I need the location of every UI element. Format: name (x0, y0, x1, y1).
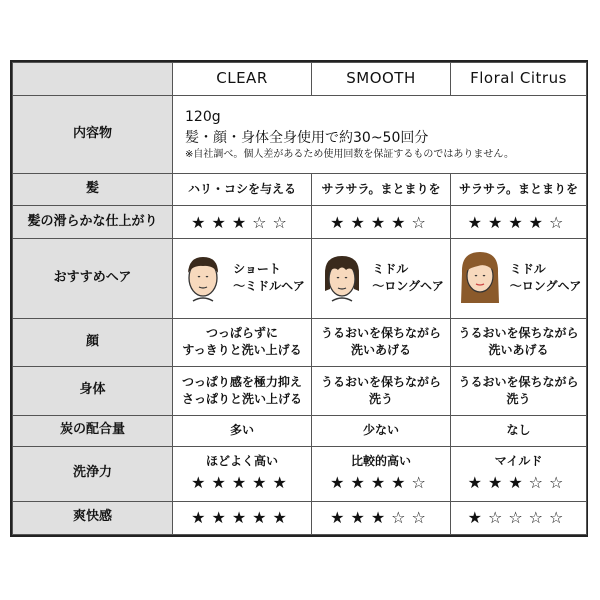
hair-clear: ハリ・コシを与える (173, 174, 312, 206)
content-cell (173, 96, 587, 174)
comparison-table (10, 60, 588, 537)
recommended-smooth-line1: ミドル (372, 262, 409, 277)
cleansing-stars-clear: ★★★★★ (191, 472, 293, 492)
row-label-face: 顔 (13, 318, 173, 367)
recommended-clear-line2: ～ミドルヘア (233, 279, 305, 294)
hair-smooth: サラサラ。まとまりを (312, 174, 451, 206)
body-smooth (312, 367, 451, 416)
row-label-cleansing: 洗浄力 (13, 446, 173, 501)
row-label-hair: 髪 (13, 174, 173, 206)
hair-floral: サラサラ。まとまりを (451, 174, 587, 206)
cleansing-clear (173, 446, 312, 501)
recommended-floral-line2: ～ロングヘア (509, 279, 582, 294)
body-clear-line2: さっぱりと洗い上げる (181, 391, 302, 406)
header-clear: CLEAR (173, 63, 312, 96)
body-floral-line1: うるおいを保ちながら (458, 374, 579, 389)
refresh-stars-smooth: ★★★☆☆ (312, 501, 451, 534)
header-smooth: SMOOTH (312, 63, 451, 96)
face-smooth-line2: 洗いあげる (350, 343, 411, 358)
recommended-floral-line1: ミドル (509, 262, 546, 277)
recommended-floral (451, 238, 587, 318)
recommended-clear (173, 238, 312, 318)
refresh-stars-floral: ★☆☆☆☆ (451, 501, 587, 534)
cleansing-smooth-text: 比較的高い (350, 454, 411, 469)
cleansing-stars-floral: ★★★☆☆ (467, 472, 570, 492)
refresh-stars-clear: ★★★★★ (173, 501, 312, 534)
recommended-smooth-line2: ～ロングヘア (372, 279, 444, 294)
body-floral (451, 367, 587, 416)
cleansing-floral (451, 446, 587, 501)
charcoal-floral: なし (451, 415, 587, 446)
finish-stars-floral: ★★★★☆ (451, 206, 587, 238)
cleansing-floral-text: マイルド (494, 454, 543, 469)
row-label-body: 身体 (13, 367, 173, 416)
header-corner (13, 63, 173, 96)
body-clear-line1: つっぱり感を極力抑え (182, 374, 302, 389)
header-floral-citrus: Floral Citrus (451, 63, 587, 96)
recommended-clear-line1: ショート (233, 262, 281, 277)
face-floral-line1: うるおいを保ちながら (458, 326, 579, 341)
content-usage: 髪・顔・身体全身使用で約30~50回分 (185, 129, 429, 146)
content-amount: 120g (185, 109, 221, 126)
face-floral (451, 318, 587, 367)
cleansing-smooth (312, 446, 451, 501)
body-clear (173, 367, 312, 416)
finish-stars-smooth: ★★★★☆ (312, 206, 451, 238)
cleansing-clear-text: ほどよく高い (205, 454, 278, 469)
face-smooth-line1: うるおいを保ちながら (320, 326, 441, 341)
body-smooth-line2: 洗う (368, 391, 393, 406)
charcoal-smooth: 少ない (312, 415, 451, 446)
row-label-charcoal: 炭の配合量 (13, 415, 173, 446)
medium-hair-face-icon (318, 251, 366, 305)
cleansing-stars-smooth: ★★★★☆ (330, 472, 432, 492)
face-clear-line2: すっきりと洗い上げる (182, 343, 302, 358)
body-floral-line2: 洗う (506, 391, 531, 406)
short-hair-face-icon (179, 251, 227, 305)
face-floral-line2: 洗いあげる (488, 343, 549, 358)
face-clear-line1: つっぱらずに (206, 326, 278, 341)
face-smooth (312, 318, 451, 367)
finish-stars-clear: ★★★☆☆ (173, 206, 312, 238)
row-label-content: 内容物 (13, 96, 173, 174)
row-label-recommended: おすすめヘア (13, 238, 173, 318)
content-note: ※自社調べ。個人差があるため使用回数を保証するものではありません。 (185, 148, 514, 160)
body-smooth-line1: うるおいを保ちながら (320, 374, 441, 389)
long-hair-face-icon (456, 249, 504, 307)
row-label-refresh: 爽快感 (13, 501, 173, 534)
charcoal-clear: 多い (173, 415, 312, 446)
row-label-finish: 髪の滑らかな仕上がり (13, 206, 173, 238)
face-clear (173, 318, 312, 367)
recommended-smooth (312, 238, 451, 318)
